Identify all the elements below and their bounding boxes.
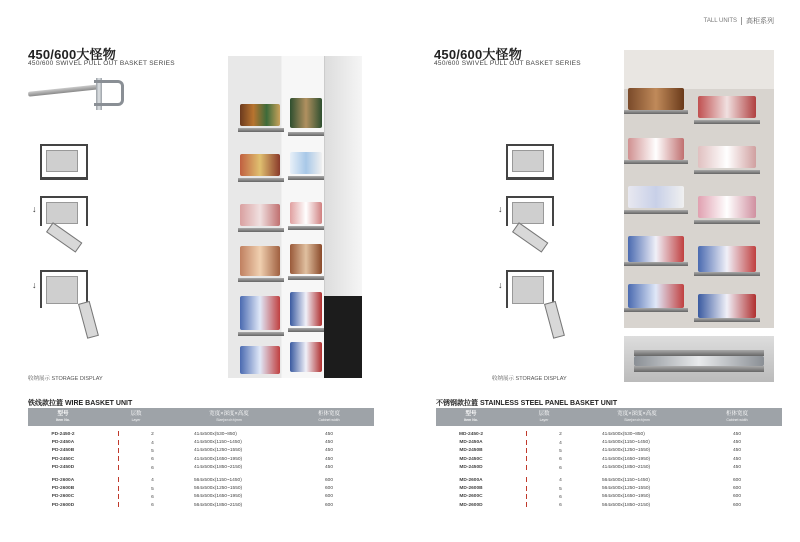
arrow-down-icon: ↓ [498, 280, 503, 290]
table-row: MD-2450B 5 414x500x(1250~1550) 450 [459, 448, 741, 454]
section-title: 铁线款拉篮 WIRE BASKET UNIT [28, 400, 133, 407]
table-row: MD-2450-2 2 414x500x(530~850) 450 [459, 431, 741, 438]
detail-photo [624, 336, 774, 382]
right-page [400, 0, 800, 542]
product-photo [228, 56, 362, 378]
table-row: MD-2600D 6 564x500x(1850~2150) 600 [459, 502, 741, 509]
arrow-down-icon: ↓ [32, 280, 37, 290]
table-row: PD-2450D 6 414x500x(1850~2150) 450 [51, 465, 333, 471]
table-row: MD-2450D 6 414x500x(1850~2150) 450 [459, 465, 741, 471]
table-row: PD-2450C 6 414x500x(1650~1950) 450 [51, 456, 333, 463]
table-header: 型号 Item No. 层数 Layer 宽度×深度×高度 Size(w×d×h)mm 柜体宽度 Cabinet width [28, 408, 374, 426]
table-header: 型号 Item No. 层数 Layer 宽度×深度×高度 Size(w×d×h)mm 柜体宽度 Cabinet width [436, 408, 782, 426]
table-row: MD-2450A 4 414x500x(1150~1450) 450 [459, 440, 741, 446]
storage-caption: 收纳展示 STORAGE DISPLAY [492, 376, 567, 382]
page-title: 450/600大怪物 [28, 47, 116, 62]
table-row: PD-2600D 6 564x500x(1850~2150) 600 [51, 502, 333, 509]
arrow-down-icon: ↓ [32, 204, 37, 214]
product-photo [624, 50, 774, 328]
arrow-down-icon: ↓ [498, 204, 503, 214]
section-title: 不锈钢款拉篮 STAINLESS STEEL PANEL BASKET UNIT [436, 400, 618, 407]
header-english: TALL UNITS [703, 18, 737, 24]
header-chinese: 高柜系列 [746, 18, 774, 25]
spec-table [28, 408, 374, 510]
table-row: PD-2450B 5 414x500x(1250~1550) 450 [51, 448, 333, 454]
table-row: MD-2600A 4 564x500x(1150~1450) 600 [459, 477, 741, 484]
storage-caption: 收纳展示 STORAGE DISPLAY [28, 376, 103, 382]
table-row: PD-2600A 4 564x500x(1150~1450) 600 [51, 477, 333, 484]
table-row: PD-2600B 5 564x500x(1250~1550) 600 [51, 486, 333, 492]
hinge-mechanism-image [28, 74, 128, 114]
table-row: MD-2450C 6 414x500x(1650~1950) 450 [459, 456, 741, 463]
table-row: PD-2450A 4 414x500x(1150~1450) 450 [51, 440, 333, 446]
page-subtitle: 450/600 SWIVEL PULL OUT BASKET SERIES [434, 60, 581, 67]
table-row: PD-2600C 6 564x500x(1650~1950) 600 [51, 494, 333, 500]
table-row: PD-2450-2 2 414x500x(530~850) 450 [51, 431, 333, 438]
page-subtitle: 450/600 SWIVEL PULL OUT BASKET SERIES [28, 60, 175, 67]
table-row: MD-2600B 5 564x500x(1250~1550) 600 [459, 486, 741, 492]
spec-table [436, 408, 782, 510]
page-title: 450/600大怪物 [434, 47, 522, 62]
table-row: MD-2600C 6 564x500x(1650~1950) 600 [459, 494, 741, 500]
